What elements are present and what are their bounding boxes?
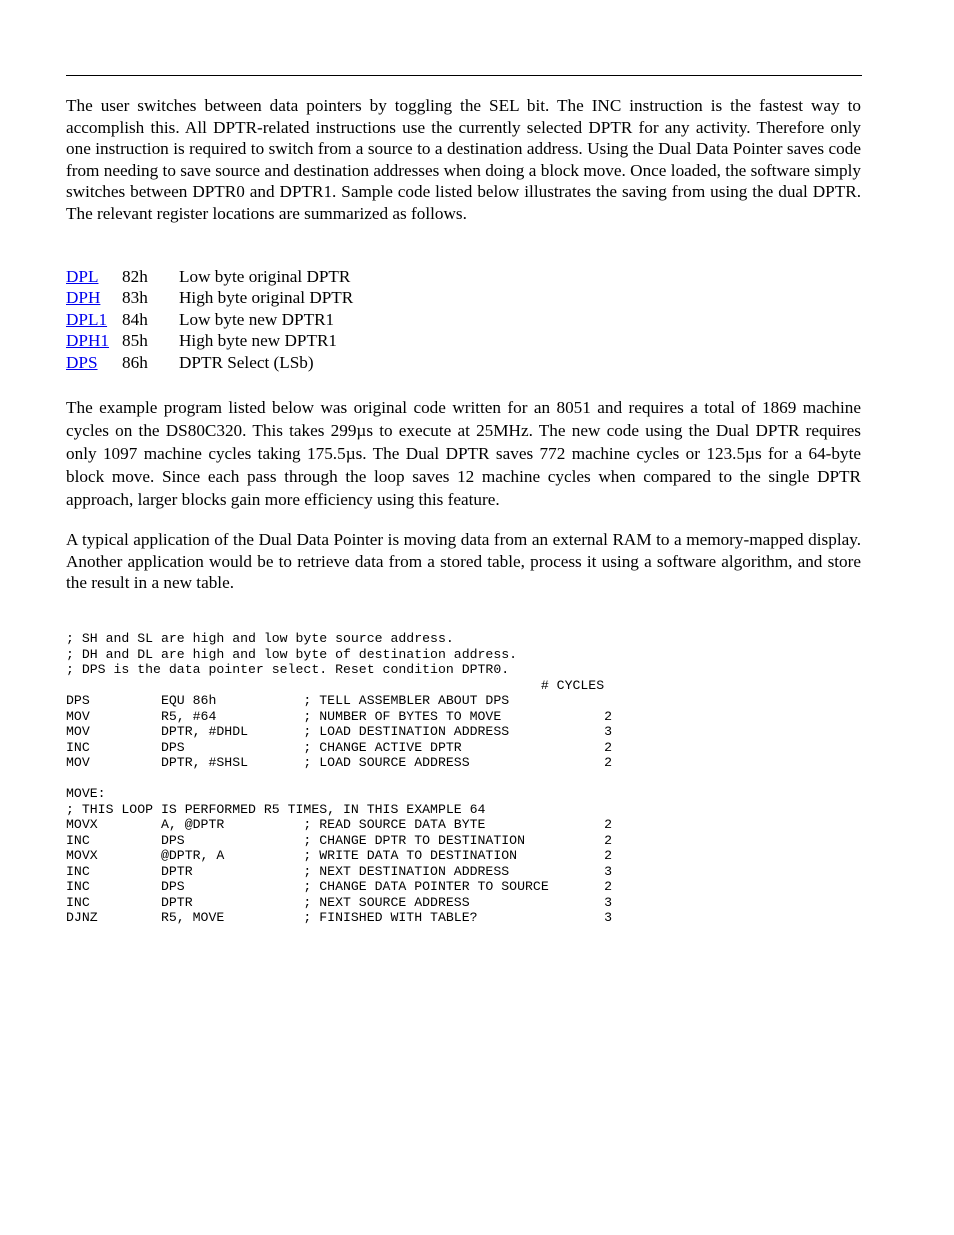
register-link-dph1[interactable]: DPH1 — [66, 331, 109, 351]
code-line — [66, 771, 612, 787]
register-description: High byte new DPTR1 — [179, 331, 338, 351]
code-line: # CYCLES — [66, 677, 605, 693]
code-line: INC DPTR ; NEXT SOURCE ADDRESS 3 — [66, 894, 613, 910]
register-address: 84h — [122, 309, 148, 329]
code-line: MOV R5, #64 ; NUMBER OF BYTES TO MOVE 2 — [66, 708, 613, 724]
register-description: Low byte new DPTR1 — [179, 309, 335, 329]
register-address: 82h — [122, 267, 148, 286]
code-line: MOV DPTR, #SHSL ; LOAD SOURCE ADDRESS 2 — [66, 755, 613, 770]
register-description: Low byte original DPTR — [179, 267, 351, 286]
code-line: INC DPTR ; NEXT DESTINATION ADDRESS 3 — [66, 863, 613, 879]
code-line: DJNZ R5, MOVE ; FINISHED WITH TABLE? 3 — [66, 910, 613, 925]
code-line: MOVE: — [66, 786, 106, 801]
code-listing — [66, 631, 612, 926]
code-line: MOV DPTR, #DHDL ; LOAD DESTINATION ADDRESS 3 — [66, 724, 613, 739]
register-address: 83h — [122, 288, 148, 308]
code-line: INC DPS ; CHANGE ACTIVE DPTR 2 — [66, 739, 613, 755]
code-line: INC DPS ; CHANGE DATA POINTER TO SOURCE 2 — [66, 879, 613, 894]
register-link-dph[interactable]: DPH — [66, 288, 101, 308]
code-line: ; THIS LOOP IS PERFORMED R5 TIMES, IN THIS EXAMPLE 64 — [66, 801, 486, 817]
code-line: ; DH and DL are high and low byte of destination address. — [66, 646, 518, 662]
register-address: 86h — [122, 352, 148, 372]
application-paragraph: A typical application of the Dual Data Pointer is moving data from an external RAM to a memory-mapped display. Another application would be to retrieve data from a stored table, process it using a software algorithm, and store the result in a new table. — [66, 530, 861, 592]
intro-paragraph: The user switches between data pointers by toggling the SEL bit. The INC instruction is the fastest way to accomplish this. All DPTR-related instructions use the currently selected DPTR for any activity. Therefore only one instruction is required to switch from a source to a destination address. Using the Dual Data Pointer saves code from needing to save source and destination addresses when doing a block move. Once loaded, the software simply switches between DPTR0 and DPTR1. Sample code listed below illustrates the saving from using the dual DPTR. The relevant register locations are summarized as follows. — [66, 96, 861, 223]
code-line: DPS EQU 86h ; TELL ASSEMBLER ABOUT DPS — [66, 693, 510, 708]
code-line: ; SH and SL are high and low byte source address. — [66, 631, 454, 646]
code-line: MOVX A, @DPTR ; READ SOURCE DATA BYTE 2 — [66, 817, 613, 832]
register-link-dpl[interactable]: DPL — [66, 267, 99, 286]
code-line: MOVX @DPTR, A ; WRITE DATA TO DESTINATION 2 — [66, 848, 613, 863]
register-link-dpl1[interactable]: DPL1 — [66, 309, 108, 329]
register-address: 85h — [122, 331, 148, 351]
register-description: DPTR Select (LSb) — [179, 352, 314, 372]
register-link-dps[interactable]: DPS — [66, 352, 98, 372]
header-rule — [66, 75, 862, 76]
code-line: INC DPS ; CHANGE DPTR TO DESTINATION 2 — [66, 832, 613, 848]
register-description: High byte original DPTR — [179, 288, 354, 308]
code-line: ; DPS is the data pointer select. Reset condition DPTR0. — [66, 662, 510, 677]
cycle-comparison-paragraph: The example program listed below was original code written for an 8051 and requires a total of 1869 machine cycles on the DS80C320. This takes 299µs to execute at 25MHz. The new code using the Dual DPTR requires only 1097 machine cycles taking 175.5µs. The Dual DPTR saves 772 machine cycles or 123.5µs for a 64-byte block move. Since each pass through the loop saves 12 machine cycles when compared to the single DPTR approach, larger blocks gain more efficiency using this feature. — [66, 398, 861, 509]
